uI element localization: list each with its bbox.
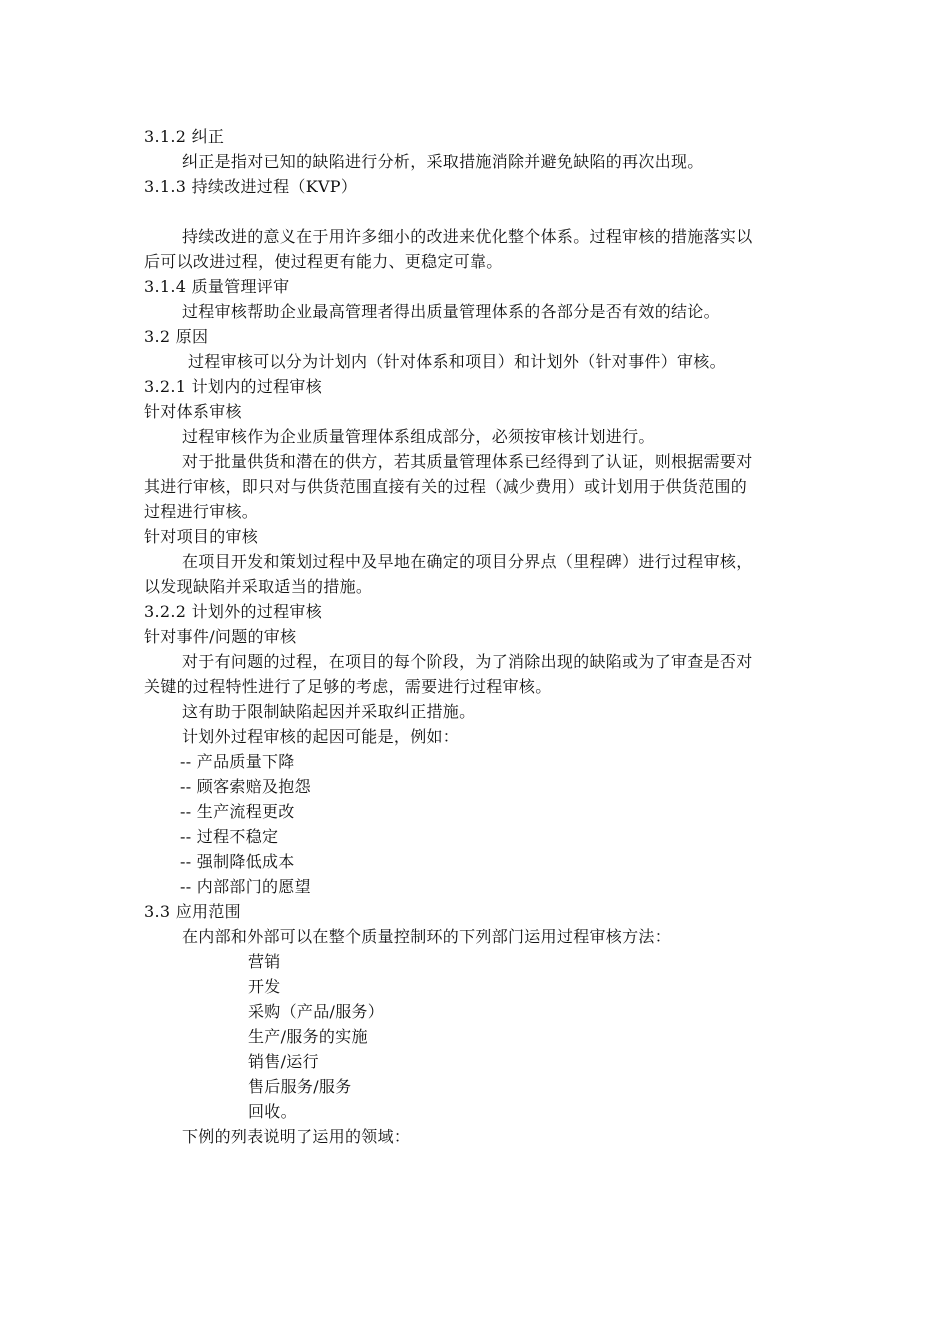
section-3-3-paragraph2: 下例的列表说明了运用的领域： [182,1127,411,1146]
event-audit-paragraph3: 计划外过程审核的起因可能是，例如： [182,727,460,746]
department-list-item: 采购（产品/服务） [248,1002,385,1021]
system-audit-paragraph2-line1: 对于批量供货和潜在的供方，若其质量管理体系已经得到了认证，则根据需要对 [182,452,753,471]
event-audit-paragraph2: 这有助于限制缺陷起因并采取纠正措施。 [182,702,476,721]
section-3-1-3-title: 3.1.3 持续改进过程（KVP） [144,177,358,196]
department-list-item: 生产/服务的实施 [248,1027,368,1046]
event-audit-heading: 针对事件/问题的审核 [144,627,297,646]
event-audit-paragraph1-line1: 对于有问题的过程，在项目的每个阶段，为了消除出现的缺陷或为了审查是否对 [182,652,753,671]
project-audit-heading: 针对项目的审核 [144,527,259,546]
cause-list-item: -- 顾客索赔及抱怨 [180,777,311,796]
cause-list-item: -- 生产流程更改 [180,802,295,821]
department-list-item: 开发 [248,977,281,996]
section-3-3-paragraph1: 在内部和外部可以在整个质量控制环的下列部门运用过程审核方法： [182,927,672,946]
section-3-1-2-paragraph: 纠正是指对已知的缺陷进行分析，采取措施消除并避免缺陷的再次出现。 [182,152,704,171]
section-3-1-3-paragraph-line1: 持续改进的意义在于用许多细小的改进来优化整个体系。过程审核的措施落实以 [182,227,753,246]
department-list-item: 售后服务/服务 [248,1077,352,1096]
section-3-1-4-title: 3.1.4 质量管理评审 [144,277,290,296]
section-3-1-2-title: 3.1.2 纠正 [144,127,225,146]
system-audit-heading: 针对体系审核 [144,402,242,421]
section-3-1-4-paragraph: 过程审核帮助企业最高管理者得出质量管理体系的各部分是否有效的结论。 [182,302,720,321]
section-3-2-2-title: 3.2.2 计划外的过程审核 [144,602,322,621]
section-3-2-1-title: 3.2.1 计划内的过程审核 [144,377,322,396]
blank-line [144,199,814,224]
system-audit-paragraph2-line3: 过程进行审核。 [144,502,259,521]
cause-list-item: -- 过程不稳定 [180,827,279,846]
system-audit-paragraph1: 过程审核作为企业质量管理体系组成部分，必须按审核计划进行。 [182,427,655,446]
section-3-2-paragraph: 过程审核可以分为计划内（针对体系和项目）和计划外（针对事件）审核。 [188,352,726,371]
department-list-item: 销售/运行 [248,1052,319,1071]
cause-list-item: -- 内部部门的愿望 [180,877,311,896]
cause-list-item: -- 产品质量下降 [180,752,295,771]
system-audit-paragraph2-line2: 其进行审核，即只对与供货范围直接有关的过程（减少费用）或计划用于供货范围的 [144,477,748,496]
project-audit-paragraph-line1: 在项目开发和策划过程中及早地在确定的项目分界点（里程碑）进行过程审核， [182,552,753,571]
section-3-3-title: 3.3 应用范围 [144,902,241,921]
event-audit-paragraph1-line2: 关键的过程特性进行了足够的考虑，需要进行过程审核。 [144,677,552,696]
section-3-2-title: 3.2 原因 [144,327,209,346]
document-page [144,124,814,1149]
department-list-item: 回收。 [248,1102,297,1121]
section-3-1-3-paragraph-line2: 后可以改进过程，使过程更有能力、更稳定可靠。 [144,252,503,271]
project-audit-paragraph-line2: 以发现缺陷并采取适当的措施。 [144,577,373,596]
department-list-item: 营销 [248,952,281,971]
cause-list-item: -- 强制降低成本 [180,852,295,871]
